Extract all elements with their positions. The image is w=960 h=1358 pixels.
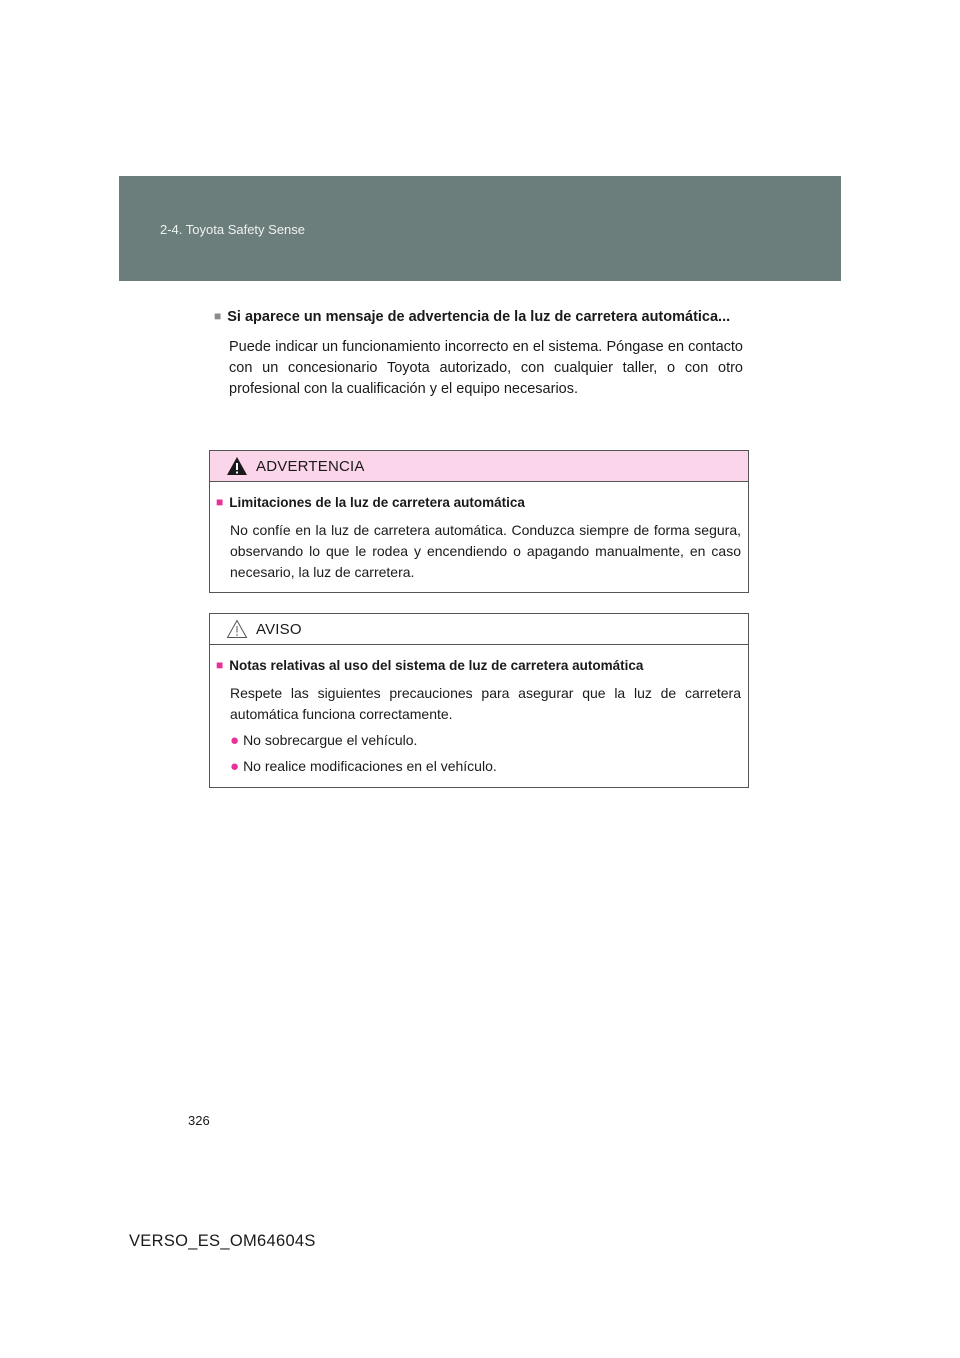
warning-body: No confíe en la luz de carretera automática. Conduzca siempre de forma segura, observando lo que le rodea y encendiendo o apagando manualmente, en caso necesario, la luz de carretera. [230,522,741,580]
warning-heading [216,492,741,514]
notice-body: Respete las siguientes precauciones para asegurar que la luz de carretera automática funciona correctamente. [230,685,741,722]
warning-box [209,450,749,593]
warning-box-title: ADVERTENCIA [256,457,365,475]
bullet-text: No sobrecargue el vehículo. [243,732,418,748]
document-code: VERSO_ES_OM64604S [129,1232,316,1250]
list-item [216,730,741,751]
notice-heading [216,655,741,677]
warning-heading-text: Limitaciones de la luz de carretera automática [229,495,525,510]
notice-heading-text: Notas relativas al uso del sistema de luz de carretera automática [229,658,644,673]
square-bullet-icon: ■ [216,658,224,672]
warning-box-body [210,482,748,583]
intro-heading-text: Si aparece un mensaje de advertencia de la luz de carretera automática... [227,309,731,325]
square-bullet-icon: ■ [216,495,224,509]
notice-box-header [210,614,748,645]
square-bullet-icon: ■ [214,309,222,323]
notice-box [209,613,749,788]
caution-triangle-icon [226,619,248,639]
intro-section [214,307,743,400]
list-item [216,756,741,777]
round-bullet-icon: ● [230,758,240,775]
notice-box-body [210,645,748,777]
section-title: 2-4. Toyota Safety Sense [160,222,306,237]
bullet-text: No realice modificaciones en el vehículo. [243,758,497,774]
warning-triangle-icon [226,456,248,476]
round-bullet-icon: ● [230,732,240,749]
page-number: 326 [188,1113,210,1128]
intro-heading [214,307,743,328]
section-header-bar [119,176,841,281]
warning-box-header [210,451,748,482]
notice-box-title: AVISO [256,620,302,638]
intro-body: Puede indicar un funcionamiento incorrecto en el sistema. Póngase en contacto con un concesionario Toyota autorizado, con cualquier taller, o con otro profesional con la cualificación y el equipo necesarios. [229,339,743,397]
